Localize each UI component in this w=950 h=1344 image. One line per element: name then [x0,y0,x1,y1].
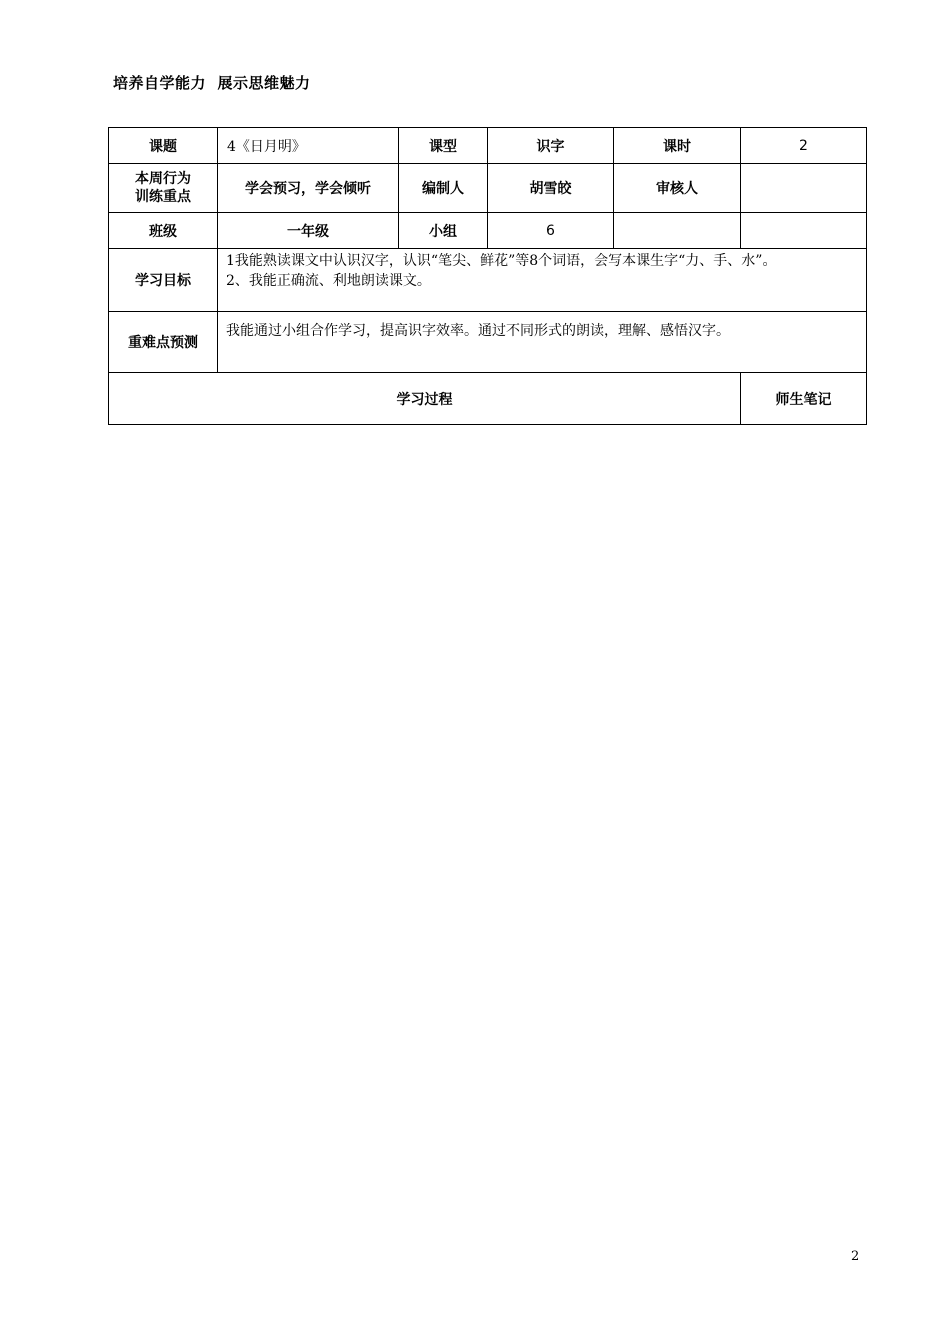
reviewer-value [741,164,867,213]
class-label: 班级 [109,213,218,249]
table-row-difficulty [109,312,867,373]
editor-value: 胡雪皎 [488,164,614,213]
topic-label: 课题 [109,128,218,164]
table-row-class [109,213,867,249]
group-value: 6 [488,213,614,249]
period-value: 2 [741,128,867,164]
goals-label: 学习目标 [109,249,218,312]
empty-cell [741,213,867,249]
type-value: 识字 [488,128,614,164]
table-row-focus [109,164,867,213]
table-row-goals [109,249,867,312]
editor-label: 编制人 [399,164,488,213]
notes-label: 师生笔记 [741,373,867,425]
reviewer-label: 审核人 [614,164,741,213]
topic-value: 4《日月明》 [218,128,399,164]
type-label: 课型 [399,128,488,164]
focus-label-line2: 训练重点 [135,189,191,205]
goals-line-1: 1我能熟读课文中认识汉字，认识“笔尖、鲜花”等8个词语，会写本课生字“力、手、水”。 [226,253,777,269]
header-motto: 培养自学能力 展示思维魅力 [113,74,311,92]
class-value: 一年级 [218,213,399,249]
difficulty-content: 我能通过小组合作学习，提高识字效率。通过不同形式的朗读，理解、感悟汉字。 [218,312,867,373]
table-row-process [109,373,867,425]
table-row-topic [109,128,867,164]
empty-cell [614,213,741,249]
focus-value: 学会预习，学会倾听 [218,164,399,213]
goals-content [218,249,867,312]
page-number: 2 [851,1249,860,1264]
goals-line-2: 2、我能正确流、利地朗读课文。 [226,273,431,289]
focus-label-line1: 本周行为 [135,171,191,187]
period-label: 课时 [614,128,741,164]
group-label: 小组 [399,213,488,249]
process-label: 学习过程 [109,373,741,425]
difficulty-label: 重难点预测 [109,312,218,373]
lesson-plan-table [108,127,867,425]
focus-label [109,164,218,213]
